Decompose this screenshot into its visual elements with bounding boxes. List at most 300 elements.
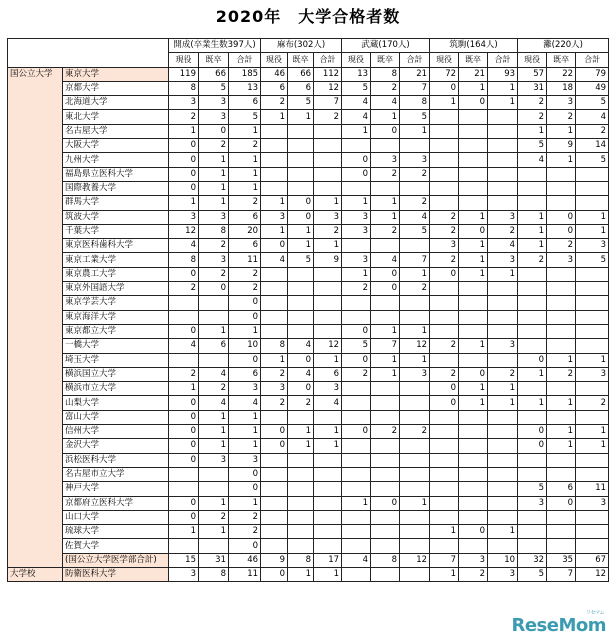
school-header: 武蔵(170人) xyxy=(342,39,430,53)
count-cell: 13 xyxy=(342,67,371,81)
count-cell: 1 xyxy=(488,382,518,396)
count-cell: 0 xyxy=(371,124,400,138)
count-cell xyxy=(518,453,547,467)
count-cell xyxy=(547,267,576,281)
count-cell xyxy=(314,124,342,138)
count-cell: 0 xyxy=(288,210,314,224)
university-name: 東京都立大学 xyxy=(63,324,169,338)
count-cell xyxy=(547,196,576,210)
count-cell xyxy=(371,396,400,410)
school-header-row xyxy=(8,39,609,53)
count-cell xyxy=(459,282,488,296)
count-cell xyxy=(288,525,314,539)
table-row xyxy=(8,453,609,467)
university-name: 九州大学 xyxy=(63,153,169,167)
count-cell xyxy=(547,310,576,324)
university-name: 京都大学 xyxy=(63,81,169,95)
count-cell xyxy=(288,124,314,138)
count-cell: 66 xyxy=(288,67,314,81)
count-cell: 72 xyxy=(430,67,459,81)
count-cell: 0 xyxy=(371,496,400,510)
logo-text: ReseMom xyxy=(511,615,606,636)
count-cell xyxy=(314,296,342,310)
count-cell: 1 xyxy=(430,96,459,110)
count-cell: 14 xyxy=(576,139,609,153)
count-cell: 8 xyxy=(199,567,229,581)
count-cell: 31 xyxy=(518,81,547,95)
count-cell xyxy=(261,410,288,424)
count-cell: 21 xyxy=(400,67,430,81)
count-cell: 6 xyxy=(229,367,261,381)
count-cell xyxy=(288,539,314,553)
count-cell xyxy=(371,525,400,539)
count-cell: 1 xyxy=(229,153,261,167)
count-cell: 2 xyxy=(229,525,261,539)
university-name: 佐賀大学 xyxy=(63,539,169,553)
table-row xyxy=(8,181,609,195)
count-cell xyxy=(488,153,518,167)
count-cell xyxy=(430,539,459,553)
count-cell xyxy=(488,124,518,138)
count-cell: 4 xyxy=(371,253,400,267)
count-cell: 2 xyxy=(169,110,199,124)
count-cell: 6 xyxy=(229,239,261,253)
count-cell xyxy=(400,467,430,481)
count-cell: 46 xyxy=(229,553,261,567)
count-cell: 6 xyxy=(229,96,261,110)
count-cell xyxy=(547,453,576,467)
count-cell: 7 xyxy=(430,553,459,567)
count-cell xyxy=(547,525,576,539)
count-cell xyxy=(547,382,576,396)
count-cell xyxy=(518,410,547,424)
column-subheader: 既卒 xyxy=(459,53,488,67)
count-cell xyxy=(400,439,430,453)
count-cell xyxy=(371,239,400,253)
count-cell: 4 xyxy=(199,396,229,410)
count-cell xyxy=(371,539,400,553)
count-cell: 1 xyxy=(459,382,488,396)
count-cell: 2 xyxy=(400,425,430,439)
university-name: 千葉大学 xyxy=(63,224,169,238)
count-cell: 2 xyxy=(342,367,371,381)
count-cell xyxy=(488,196,518,210)
count-cell: 3 xyxy=(400,367,430,381)
count-cell xyxy=(576,167,609,181)
count-cell: 4 xyxy=(288,367,314,381)
table-row xyxy=(8,339,609,353)
count-cell: 1 xyxy=(199,425,229,439)
university-name: 横浜国立大学 xyxy=(63,367,169,381)
count-cell: 6 xyxy=(199,339,229,353)
count-cell xyxy=(261,510,288,524)
count-cell: 1 xyxy=(371,110,400,124)
count-cell: 1 xyxy=(400,496,430,510)
count-cell xyxy=(288,139,314,153)
count-cell: 93 xyxy=(488,67,518,81)
count-cell xyxy=(488,496,518,510)
count-cell xyxy=(547,510,576,524)
count-cell xyxy=(430,110,459,124)
count-cell: 2 xyxy=(371,224,400,238)
count-cell: 3 xyxy=(371,153,400,167)
count-cell: 3 xyxy=(547,96,576,110)
table-row xyxy=(8,267,609,281)
university-name: 福島県立医科大学 xyxy=(63,167,169,181)
count-cell xyxy=(459,181,488,195)
count-cell xyxy=(169,353,199,367)
count-cell xyxy=(288,467,314,481)
count-cell: 1 xyxy=(199,153,229,167)
count-cell xyxy=(288,167,314,181)
count-cell: 1 xyxy=(518,210,547,224)
count-cell: 4 xyxy=(342,553,371,567)
count-cell xyxy=(371,467,400,481)
count-cell xyxy=(430,353,459,367)
count-cell xyxy=(342,296,371,310)
count-cell xyxy=(288,296,314,310)
corner-cell xyxy=(8,39,169,68)
count-cell: 2 xyxy=(430,210,459,224)
count-cell xyxy=(459,167,488,181)
count-cell xyxy=(459,153,488,167)
count-cell: 1 xyxy=(518,239,547,253)
count-cell xyxy=(314,181,342,195)
count-cell xyxy=(400,525,430,539)
count-cell: 3 xyxy=(261,382,288,396)
count-cell: 1 xyxy=(199,196,229,210)
count-cell: 2 xyxy=(576,124,609,138)
count-cell: 0 xyxy=(229,467,261,481)
table-row xyxy=(8,482,609,496)
count-cell: 11 xyxy=(576,482,609,496)
university-name: 大阪大学 xyxy=(63,139,169,153)
count-cell xyxy=(518,525,547,539)
count-cell xyxy=(430,425,459,439)
count-cell: 7 xyxy=(400,81,430,95)
table-row xyxy=(8,310,609,324)
category-label: 大学校 xyxy=(8,567,63,581)
count-cell: 1 xyxy=(261,353,288,367)
count-cell xyxy=(261,139,288,153)
count-cell: 4 xyxy=(229,396,261,410)
count-cell: 119 xyxy=(169,67,199,81)
count-cell xyxy=(576,296,609,310)
count-cell: 3 xyxy=(342,210,371,224)
count-cell: 5 xyxy=(518,567,547,581)
count-cell xyxy=(459,196,488,210)
table-row xyxy=(8,396,609,410)
count-cell: 1 xyxy=(430,525,459,539)
count-cell xyxy=(314,267,342,281)
count-cell xyxy=(488,439,518,453)
table-row xyxy=(8,110,609,124)
count-cell xyxy=(261,324,288,338)
column-subheader: 既卒 xyxy=(547,53,576,67)
count-cell xyxy=(400,453,430,467)
count-cell: 0 xyxy=(169,167,199,181)
count-cell: 1 xyxy=(488,267,518,281)
university-name: 金沢大学 xyxy=(63,439,169,453)
count-cell: 0 xyxy=(459,367,488,381)
count-cell xyxy=(199,482,229,496)
count-cell: 0 xyxy=(518,425,547,439)
count-cell: 32 xyxy=(518,553,547,567)
count-cell xyxy=(459,110,488,124)
count-cell xyxy=(199,467,229,481)
count-cell: 185 xyxy=(229,67,261,81)
count-cell: 3 xyxy=(261,210,288,224)
count-cell xyxy=(400,510,430,524)
count-cell: 1 xyxy=(229,410,261,424)
count-cell xyxy=(576,310,609,324)
count-cell: 4 xyxy=(169,239,199,253)
column-subheader: 合計 xyxy=(576,53,609,67)
count-cell: 1 xyxy=(459,239,488,253)
school-header: 開成(卒業生数397人) xyxy=(169,39,261,53)
count-cell: 1 xyxy=(576,210,609,224)
count-cell: 2 xyxy=(261,96,288,110)
count-cell: 17 xyxy=(314,553,342,567)
count-cell xyxy=(400,239,430,253)
count-cell: 2 xyxy=(400,167,430,181)
count-cell: 46 xyxy=(261,67,288,81)
count-cell: 2 xyxy=(430,253,459,267)
count-cell xyxy=(261,539,288,553)
count-cell xyxy=(488,139,518,153)
count-cell xyxy=(576,410,609,424)
count-cell xyxy=(518,310,547,324)
count-cell xyxy=(371,139,400,153)
university-name: 名古屋市立大学 xyxy=(63,467,169,481)
count-cell: 1 xyxy=(199,167,229,181)
count-cell xyxy=(261,310,288,324)
count-cell: 4 xyxy=(342,110,371,124)
count-cell xyxy=(459,439,488,453)
count-cell: 0 xyxy=(229,296,261,310)
count-cell xyxy=(261,181,288,195)
count-cell xyxy=(488,181,518,195)
count-cell: 1 xyxy=(261,110,288,124)
count-cell: 1 xyxy=(199,324,229,338)
count-cell: 2 xyxy=(229,267,261,281)
count-cell xyxy=(314,482,342,496)
count-cell: 1 xyxy=(199,525,229,539)
table-row xyxy=(8,139,609,153)
count-cell xyxy=(488,510,518,524)
count-cell: 2 xyxy=(400,282,430,296)
count-cell: 0 xyxy=(169,181,199,195)
count-cell: 0 xyxy=(169,139,199,153)
count-cell: 79 xyxy=(576,67,609,81)
table-row xyxy=(8,410,609,424)
count-cell: 1 xyxy=(169,196,199,210)
count-cell xyxy=(518,282,547,296)
count-cell xyxy=(342,239,371,253)
count-cell xyxy=(459,482,488,496)
count-cell: 1 xyxy=(314,439,342,453)
count-cell: 13 xyxy=(229,81,261,95)
university-name: 東京学芸大学 xyxy=(63,296,169,310)
count-cell: 1 xyxy=(199,439,229,453)
count-cell: 0 xyxy=(261,239,288,253)
count-cell xyxy=(576,467,609,481)
count-cell: 2 xyxy=(229,139,261,153)
table-row xyxy=(8,296,609,310)
table-row xyxy=(8,96,609,110)
count-cell: 5 xyxy=(400,224,430,238)
table-row xyxy=(8,124,609,138)
count-cell: 0 xyxy=(261,425,288,439)
count-cell: 4 xyxy=(576,110,609,124)
count-cell: 1 xyxy=(488,525,518,539)
count-cell xyxy=(547,296,576,310)
count-cell: 12 xyxy=(314,81,342,95)
count-cell: 15 xyxy=(169,553,199,567)
count-cell: 2 xyxy=(342,282,371,296)
count-cell xyxy=(547,410,576,424)
count-cell: 4 xyxy=(261,253,288,267)
count-cell: 21 xyxy=(459,67,488,81)
count-cell: 0 xyxy=(169,439,199,453)
count-cell: 2 xyxy=(314,224,342,238)
university-name: 京都府立医科大学 xyxy=(63,496,169,510)
count-cell: 0 xyxy=(229,539,261,553)
university-name: 東京外国語大学 xyxy=(63,282,169,296)
count-cell xyxy=(342,382,371,396)
count-cell: 3 xyxy=(199,110,229,124)
count-cell: 4 xyxy=(488,239,518,253)
count-cell: 0 xyxy=(430,382,459,396)
count-cell: 6 xyxy=(261,81,288,95)
count-cell: 5 xyxy=(288,253,314,267)
count-cell: 0 xyxy=(169,453,199,467)
university-name: 名古屋大学 xyxy=(63,124,169,138)
count-cell: 2 xyxy=(169,282,199,296)
count-cell xyxy=(576,267,609,281)
count-cell: 3 xyxy=(400,153,430,167)
count-cell: 0 xyxy=(169,267,199,281)
count-cell xyxy=(488,310,518,324)
count-cell xyxy=(314,310,342,324)
count-cell xyxy=(430,296,459,310)
count-cell xyxy=(288,267,314,281)
university-name: (国公立大学医学部合計) xyxy=(63,553,169,567)
count-cell: 1 xyxy=(459,267,488,281)
count-cell: 5 xyxy=(576,96,609,110)
table-row xyxy=(8,253,609,267)
count-cell: 6 xyxy=(314,367,342,381)
count-cell xyxy=(547,539,576,553)
count-cell: 1 xyxy=(459,253,488,267)
school-header: 麻布(302人) xyxy=(261,39,342,53)
count-cell: 1 xyxy=(547,124,576,138)
count-cell xyxy=(547,282,576,296)
count-cell xyxy=(261,124,288,138)
count-cell: 3 xyxy=(576,496,609,510)
count-cell xyxy=(459,139,488,153)
count-cell: 4 xyxy=(371,96,400,110)
count-cell: 2 xyxy=(371,167,400,181)
count-cell: 4 xyxy=(342,96,371,110)
count-cell: 3 xyxy=(488,210,518,224)
results-table xyxy=(7,38,609,582)
count-cell xyxy=(371,439,400,453)
count-cell xyxy=(459,296,488,310)
count-cell: 2 xyxy=(229,282,261,296)
count-cell: 3 xyxy=(314,382,342,396)
count-cell: 1 xyxy=(229,496,261,510)
page-title: 2020年 大学合格者数 xyxy=(215,7,401,26)
table-row xyxy=(8,282,609,296)
count-cell: 0 xyxy=(547,210,576,224)
count-cell xyxy=(288,410,314,424)
count-cell xyxy=(314,525,342,539)
count-cell xyxy=(430,439,459,453)
count-cell: 0 xyxy=(288,196,314,210)
count-cell: 5 xyxy=(229,110,261,124)
count-cell xyxy=(576,382,609,396)
table-row xyxy=(8,367,609,381)
count-cell: 1 xyxy=(199,410,229,424)
column-subheader: 既卒 xyxy=(288,53,314,67)
count-cell xyxy=(371,510,400,524)
count-cell xyxy=(288,282,314,296)
table-row xyxy=(8,239,609,253)
count-cell xyxy=(459,124,488,138)
count-cell xyxy=(342,410,371,424)
count-cell xyxy=(430,496,459,510)
count-cell xyxy=(288,153,314,167)
count-cell xyxy=(518,167,547,181)
column-subheader: 合計 xyxy=(488,53,518,67)
count-cell xyxy=(576,196,609,210)
count-cell xyxy=(488,425,518,439)
count-cell xyxy=(261,153,288,167)
count-cell: 1 xyxy=(547,396,576,410)
count-cell: 0 xyxy=(199,282,229,296)
count-cell xyxy=(430,139,459,153)
count-cell: 1 xyxy=(229,324,261,338)
count-cell xyxy=(459,310,488,324)
count-cell: 1 xyxy=(488,396,518,410)
count-cell: 1 xyxy=(459,81,488,95)
count-cell xyxy=(576,525,609,539)
count-cell: 3 xyxy=(169,96,199,110)
count-cell: 1 xyxy=(518,124,547,138)
count-cell: 5 xyxy=(576,253,609,267)
count-cell xyxy=(169,482,199,496)
column-subheader: 既卒 xyxy=(199,53,229,67)
count-cell: 1 xyxy=(547,439,576,453)
count-cell: 1 xyxy=(342,267,371,281)
count-cell: 4 xyxy=(518,153,547,167)
count-cell: 2 xyxy=(169,367,199,381)
count-cell: 1 xyxy=(518,224,547,238)
count-cell: 7 xyxy=(547,567,576,581)
count-cell: 2 xyxy=(518,110,547,124)
count-cell: 1 xyxy=(576,439,609,453)
count-cell: 2 xyxy=(488,367,518,381)
count-cell: 8 xyxy=(288,553,314,567)
count-cell: 0 xyxy=(169,153,199,167)
count-cell: 3 xyxy=(488,339,518,353)
count-cell: 3 xyxy=(199,96,229,110)
count-cell xyxy=(314,282,342,296)
count-cell xyxy=(430,167,459,181)
count-cell xyxy=(371,310,400,324)
column-subheader: 現役 xyxy=(342,53,371,67)
